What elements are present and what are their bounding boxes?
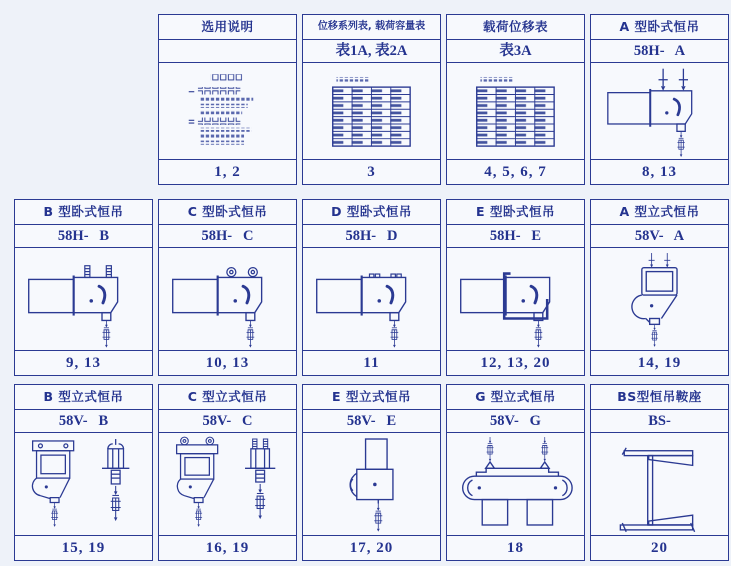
card-title: E 型卧式恒吊: [447, 200, 584, 225]
card-model: 58H- D: [303, 225, 440, 248]
card-pages: 11: [303, 350, 440, 375]
diagram-horizontal-hanger-c: [159, 248, 296, 350]
card-pages: 12, 13, 20: [447, 350, 584, 375]
card-model: 58V- A: [591, 225, 728, 248]
card-model: 58V- B: [15, 410, 152, 433]
card-title: A 型卧式恒吊: [591, 15, 728, 40]
card-pages: 16, 19: [159, 535, 296, 560]
card-pages: 20: [591, 535, 728, 560]
card-58h-b: [14, 199, 153, 376]
card-model: BS-: [591, 410, 728, 433]
card-title: B 型卧式恒吊: [15, 200, 152, 225]
card-pages: 3: [303, 159, 440, 184]
card-model: 58H- E: [447, 225, 584, 248]
diagram-vertical-hanger-g: [447, 433, 584, 535]
diagram-text-page: [159, 63, 296, 159]
card-title: C 型立式恒吊: [159, 385, 296, 410]
card-displacement-series-table: [302, 14, 441, 185]
card-model: 58V- C: [159, 410, 296, 433]
row-1: [158, 14, 729, 185]
card-pages: 9, 13: [15, 350, 152, 375]
card-pages: 15, 19: [15, 535, 152, 560]
card-58v-b: [14, 384, 153, 561]
card-model: 58H- B: [15, 225, 152, 248]
card-model: 58H- C: [159, 225, 296, 248]
diagram-horizontal-hanger-b: [15, 248, 152, 350]
card-selection-notes: [158, 14, 297, 185]
card-pages: 18: [447, 535, 584, 560]
card-model: 58V- G: [447, 410, 584, 433]
diagram-vertical-hanger-b: [15, 433, 152, 535]
card-58h-c: [158, 199, 297, 376]
card-model: 58H- A: [591, 40, 728, 63]
card-title: 位移系列表, 载荷容量表: [303, 15, 440, 40]
diagram-vertical-hanger-a: [591, 248, 728, 350]
card-58v-e: [302, 384, 441, 561]
card-title: 选用说明: [159, 15, 296, 40]
diagram-horizontal-hanger-d: [303, 248, 440, 350]
card-title: A 型立式恒吊: [591, 200, 728, 225]
card-model: [159, 40, 296, 63]
diagram-bs-saddle: [591, 433, 728, 535]
card-model: 58V- E: [303, 410, 440, 433]
card-pages: 17, 20: [303, 535, 440, 560]
card-title: BS型恒吊鞍座: [591, 385, 728, 410]
card-load-displacement-table: [446, 14, 585, 185]
card-pages: 10, 13: [159, 350, 296, 375]
card-pages: 8, 13: [591, 159, 728, 184]
card-pages: 4, 5, 6, 7: [447, 159, 584, 184]
card-title: 载荷位移表: [447, 15, 584, 40]
card-title: G 型立式恒吊: [447, 385, 584, 410]
card-bs-saddle: [590, 384, 729, 561]
row-2: [14, 199, 729, 376]
card-58h-d: [302, 199, 441, 376]
card-title: B 型立式恒吊: [15, 385, 152, 410]
card-title: D 型卧式恒吊: [303, 200, 440, 225]
card-58v-g: [446, 384, 585, 561]
diagram-vertical-hanger-c: [159, 433, 296, 535]
card-58v-a: [590, 199, 729, 376]
diagram-vertical-hanger-e: [303, 433, 440, 535]
card-58v-c: [158, 384, 297, 561]
diagram-horizontal-hanger-a: [591, 63, 728, 159]
card-pages: 14, 19: [591, 350, 728, 375]
diagram-data-table-3a: [447, 63, 584, 159]
card-title: C 型卧式恒吊: [159, 200, 296, 225]
card-title: E 型立式恒吊: [303, 385, 440, 410]
diagram-data-table-1a-2a: [303, 63, 440, 159]
card-58h-e: [446, 199, 585, 376]
card-58h-a: [590, 14, 729, 185]
card-model: 表3A: [447, 40, 584, 63]
row-3: [14, 384, 729, 561]
diagram-horizontal-hanger-e: [447, 248, 584, 350]
card-pages: 1, 2: [159, 159, 296, 184]
card-model: 表1A, 表2A: [303, 40, 440, 63]
